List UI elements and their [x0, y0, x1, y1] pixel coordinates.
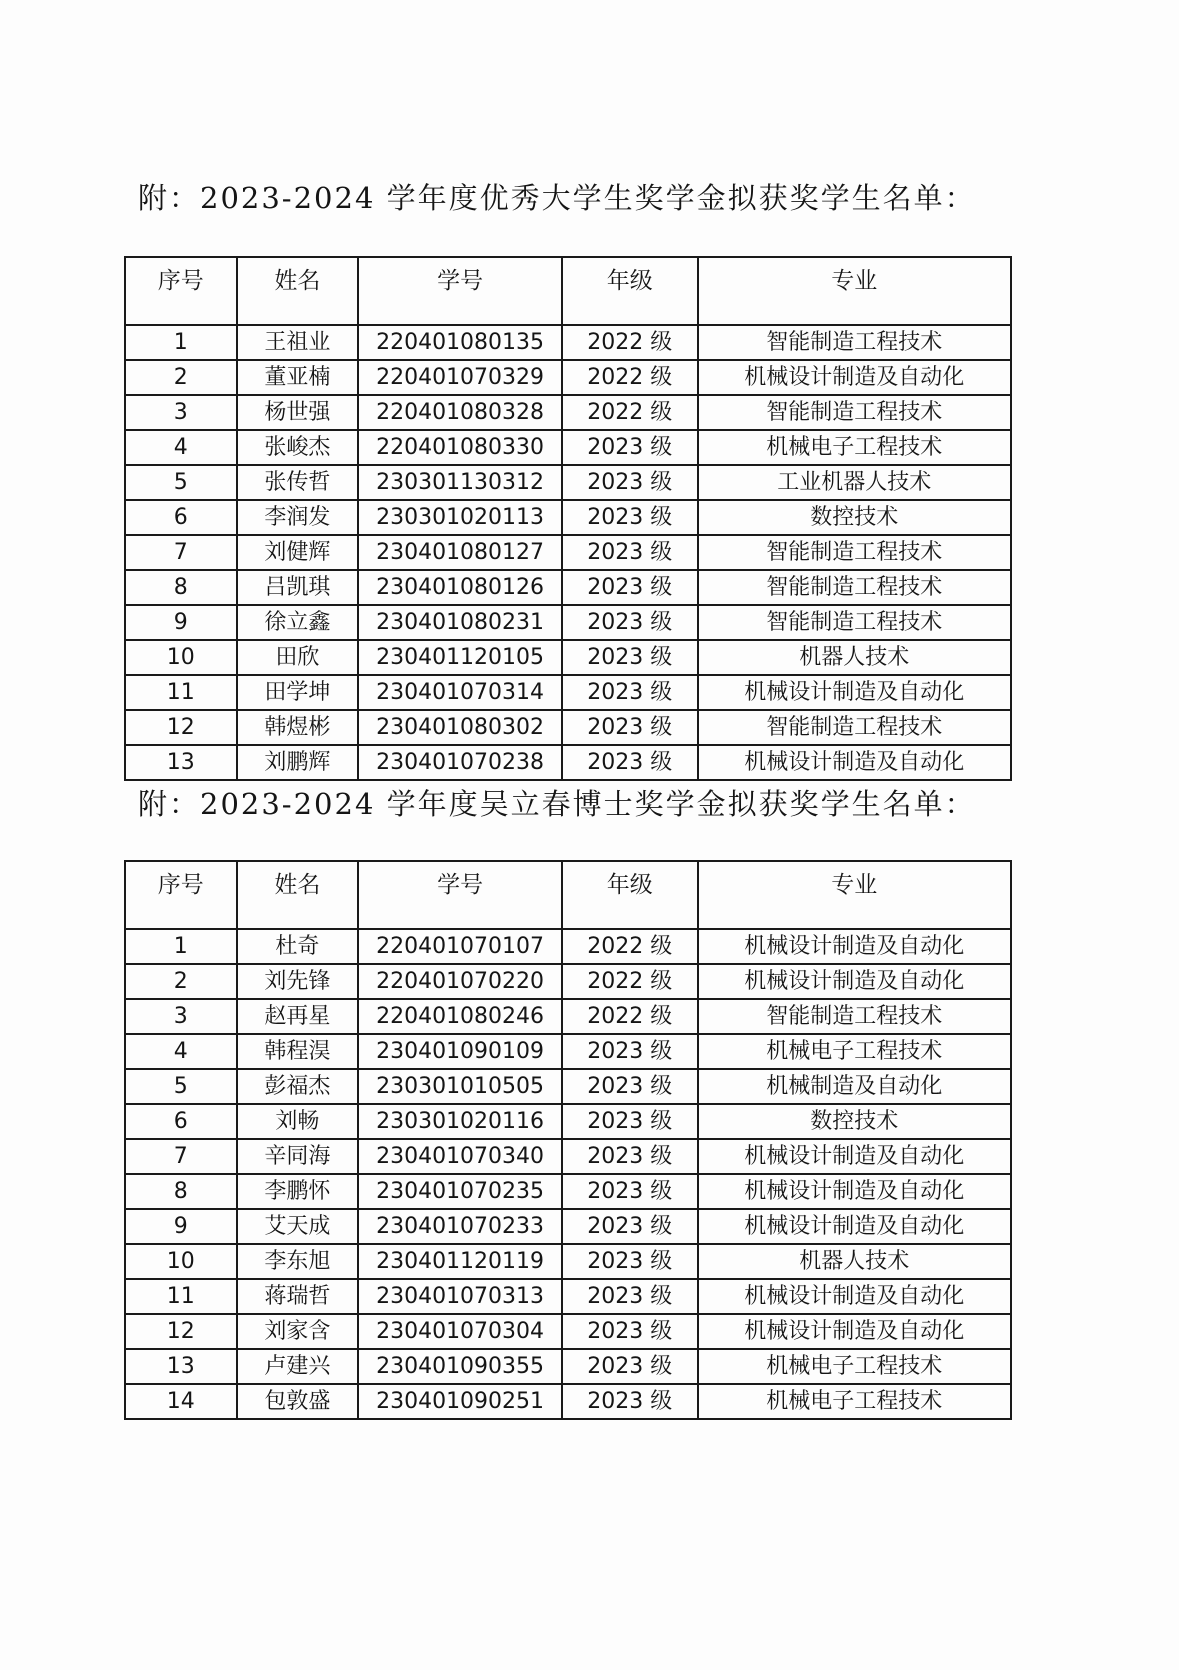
table-header-row — [125, 861, 1011, 929]
cell-student-id: 230401080127 — [358, 535, 562, 570]
cell-name: 杨世强 — [237, 395, 359, 430]
cell-student-id: 220401080330 — [358, 430, 562, 465]
cell-major: 机械电子工程技术 — [698, 430, 1011, 465]
cell-seq: 2 — [125, 360, 237, 395]
cell-major: 机械设计制造及自动化 — [698, 745, 1011, 780]
cell-grade: 2023 级 — [562, 1069, 698, 1104]
table-row — [125, 1209, 1011, 1244]
header-seq: 序号 — [125, 861, 237, 929]
table-row — [125, 1244, 1011, 1279]
cell-major: 数控技术 — [698, 1104, 1011, 1139]
cell-student-id: 230401090251 — [358, 1384, 562, 1419]
cell-seq: 1 — [125, 325, 237, 360]
cell-grade: 2023 级 — [562, 1384, 698, 1419]
cell-seq: 10 — [125, 1244, 237, 1279]
cell-grade: 2023 级 — [562, 1209, 698, 1244]
cell-grade: 2023 级 — [562, 1139, 698, 1174]
cell-major: 机械电子工程技术 — [698, 1384, 1011, 1419]
cell-name: 刘鹏辉 — [237, 745, 359, 780]
cell-major: 机械设计制造及自动化 — [698, 1139, 1011, 1174]
header-student-id: 学号 — [358, 257, 562, 325]
cell-seq: 4 — [125, 430, 237, 465]
table-row — [125, 1314, 1011, 1349]
cell-name: 董亚楠 — [237, 360, 359, 395]
cell-student-id: 230301010505 — [358, 1069, 562, 1104]
wu-lichun-scholarship-table — [124, 860, 1012, 1420]
cell-name: 卢建兴 — [237, 1349, 359, 1384]
header-grade: 年级 — [562, 257, 698, 325]
table-row — [125, 605, 1011, 640]
cell-student-id: 230401080231 — [358, 605, 562, 640]
cell-seq: 7 — [125, 1139, 237, 1174]
cell-seq: 10 — [125, 640, 237, 675]
cell-grade: 2022 级 — [562, 929, 698, 964]
cell-name: 刘健辉 — [237, 535, 359, 570]
cell-seq: 6 — [125, 500, 237, 535]
cell-student-id: 230301130312 — [358, 465, 562, 500]
cell-student-id: 230401090355 — [358, 1349, 562, 1384]
cell-name: 包敦盛 — [237, 1384, 359, 1419]
cell-major: 机械设计制造及自动化 — [698, 360, 1011, 395]
cell-student-id: 230401070314 — [358, 675, 562, 710]
table-row — [125, 430, 1011, 465]
cell-major: 机械设计制造及自动化 — [698, 1209, 1011, 1244]
cell-student-id: 230401080126 — [358, 570, 562, 605]
table-row — [125, 1384, 1011, 1419]
header-student-id: 学号 — [358, 861, 562, 929]
cell-grade: 2022 级 — [562, 964, 698, 999]
cell-name: 杜奇 — [237, 929, 359, 964]
cell-name: 李鹏怀 — [237, 1174, 359, 1209]
table-row — [125, 710, 1011, 745]
cell-grade: 2023 级 — [562, 605, 698, 640]
cell-grade: 2023 级 — [562, 465, 698, 500]
cell-grade: 2022 级 — [562, 360, 698, 395]
cell-grade: 2023 级 — [562, 500, 698, 535]
cell-major: 数控技术 — [698, 500, 1011, 535]
cell-name: 刘家含 — [237, 1314, 359, 1349]
excellent-scholarship-table — [124, 256, 1012, 781]
table-row — [125, 465, 1011, 500]
cell-grade: 2023 级 — [562, 535, 698, 570]
cell-student-id: 220401070329 — [358, 360, 562, 395]
cell-seq: 12 — [125, 1314, 237, 1349]
table-row — [125, 395, 1011, 430]
cell-seq: 7 — [125, 535, 237, 570]
cell-seq: 2 — [125, 964, 237, 999]
table-row — [125, 1139, 1011, 1174]
table-row — [125, 964, 1011, 999]
cell-name: 辛同海 — [237, 1139, 359, 1174]
table-row — [125, 929, 1011, 964]
table-row — [125, 640, 1011, 675]
header-name: 姓名 — [237, 257, 359, 325]
table-row — [125, 1104, 1011, 1139]
cell-student-id: 220401070220 — [358, 964, 562, 999]
cell-student-id: 230401070304 — [358, 1314, 562, 1349]
cell-major: 机械电子工程技术 — [698, 1349, 1011, 1384]
table-header-row — [125, 257, 1011, 325]
cell-grade: 2022 级 — [562, 395, 698, 430]
cell-student-id: 220401080135 — [358, 325, 562, 360]
cell-student-id: 230401070340 — [358, 1139, 562, 1174]
table-row — [125, 1069, 1011, 1104]
cell-student-id: 230401070313 — [358, 1279, 562, 1314]
table-row — [125, 1174, 1011, 1209]
cell-student-id: 230401070238 — [358, 745, 562, 780]
table-row — [125, 500, 1011, 535]
cell-seq: 3 — [125, 999, 237, 1034]
cell-seq: 9 — [125, 1209, 237, 1244]
cell-student-id: 230401090109 — [358, 1034, 562, 1069]
section-title-excellent-scholarship: 附：2023-2024 学年度优秀大学生奖学金拟获奖学生名单： — [138, 181, 976, 215]
cell-major: 智能制造工程技术 — [698, 325, 1011, 360]
cell-seq: 5 — [125, 1069, 237, 1104]
table-row — [125, 570, 1011, 605]
cell-name: 徐立鑫 — [237, 605, 359, 640]
cell-major: 机器人技术 — [698, 640, 1011, 675]
header-major: 专业 — [698, 257, 1011, 325]
cell-seq: 13 — [125, 745, 237, 780]
cell-grade: 2022 级 — [562, 999, 698, 1034]
header-name: 姓名 — [237, 861, 359, 929]
cell-seq: 12 — [125, 710, 237, 745]
cell-major: 智能制造工程技术 — [698, 535, 1011, 570]
cell-grade: 2023 级 — [562, 710, 698, 745]
cell-student-id: 230301020116 — [358, 1104, 562, 1139]
cell-student-id: 230401070233 — [358, 1209, 562, 1244]
cell-student-id: 220401080328 — [358, 395, 562, 430]
cell-name: 韩煜彬 — [237, 710, 359, 745]
cell-major: 智能制造工程技术 — [698, 999, 1011, 1034]
cell-name: 张峻杰 — [237, 430, 359, 465]
cell-name: 刘先锋 — [237, 964, 359, 999]
cell-major: 工业机器人技术 — [698, 465, 1011, 500]
cell-major: 智能制造工程技术 — [698, 395, 1011, 430]
cell-name: 艾天成 — [237, 1209, 359, 1244]
cell-major: 机械设计制造及自动化 — [698, 929, 1011, 964]
cell-major: 机械设计制造及自动化 — [698, 1314, 1011, 1349]
cell-grade: 2023 级 — [562, 1174, 698, 1209]
cell-major: 机械设计制造及自动化 — [698, 1279, 1011, 1314]
cell-grade: 2023 级 — [562, 640, 698, 675]
table-row — [125, 1279, 1011, 1314]
table-row — [125, 360, 1011, 395]
cell-name: 吕凯琪 — [237, 570, 359, 605]
cell-seq: 11 — [125, 1279, 237, 1314]
cell-name: 张传哲 — [237, 465, 359, 500]
cell-seq: 14 — [125, 1384, 237, 1419]
cell-grade: 2022 级 — [562, 325, 698, 360]
cell-name: 韩程淏 — [237, 1034, 359, 1069]
cell-major: 机械制造及自动化 — [698, 1069, 1011, 1104]
table-row — [125, 745, 1011, 780]
cell-major: 机械电子工程技术 — [698, 1034, 1011, 1069]
cell-seq: 11 — [125, 675, 237, 710]
cell-seq: 3 — [125, 395, 237, 430]
cell-seq: 5 — [125, 465, 237, 500]
cell-student-id: 230401120105 — [358, 640, 562, 675]
cell-grade: 2023 级 — [562, 1034, 698, 1069]
header-seq: 序号 — [125, 257, 237, 325]
cell-major: 智能制造工程技术 — [698, 605, 1011, 640]
table-row — [125, 1034, 1011, 1069]
cell-name: 田欣 — [237, 640, 359, 675]
header-major: 专业 — [698, 861, 1011, 929]
cell-seq: 4 — [125, 1034, 237, 1069]
cell-name: 蒋瑞哲 — [237, 1279, 359, 1314]
cell-student-id: 230401120119 — [358, 1244, 562, 1279]
cell-major: 机械设计制造及自动化 — [698, 1174, 1011, 1209]
cell-seq: 13 — [125, 1349, 237, 1384]
cell-seq: 6 — [125, 1104, 237, 1139]
cell-seq: 8 — [125, 570, 237, 605]
table-row — [125, 535, 1011, 570]
cell-major: 机械设计制造及自动化 — [698, 964, 1011, 999]
cell-grade: 2023 级 — [562, 430, 698, 465]
table-row — [125, 999, 1011, 1034]
cell-grade: 2023 级 — [562, 1104, 698, 1139]
cell-name: 彭福杰 — [237, 1069, 359, 1104]
cell-student-id: 230301020113 — [358, 500, 562, 535]
cell-grade: 2023 级 — [562, 570, 698, 605]
cell-grade: 2023 级 — [562, 745, 698, 780]
cell-name: 李东旭 — [237, 1244, 359, 1279]
cell-grade: 2023 级 — [562, 1279, 698, 1314]
cell-major: 机器人技术 — [698, 1244, 1011, 1279]
header-grade: 年级 — [562, 861, 698, 929]
cell-name: 刘畅 — [237, 1104, 359, 1139]
cell-student-id: 230401080302 — [358, 710, 562, 745]
cell-major: 智能制造工程技术 — [698, 570, 1011, 605]
cell-grade: 2023 级 — [562, 675, 698, 710]
table-row — [125, 675, 1011, 710]
cell-name: 赵再星 — [237, 999, 359, 1034]
cell-name: 田学坤 — [237, 675, 359, 710]
cell-major: 智能制造工程技术 — [698, 710, 1011, 745]
cell-grade: 2023 级 — [562, 1314, 698, 1349]
cell-seq: 1 — [125, 929, 237, 964]
cell-student-id: 220401070107 — [358, 929, 562, 964]
cell-student-id: 230401070235 — [358, 1174, 562, 1209]
cell-grade: 2023 级 — [562, 1349, 698, 1384]
table-row — [125, 325, 1011, 360]
cell-major: 机械设计制造及自动化 — [698, 675, 1011, 710]
cell-seq: 8 — [125, 1174, 237, 1209]
cell-name: 王祖业 — [237, 325, 359, 360]
section-title-wu-lichun-scholarship: 附：2023-2024 学年度吴立春博士奖学金拟获奖学生名单： — [138, 787, 976, 821]
cell-student-id: 220401080246 — [358, 999, 562, 1034]
table-row — [125, 1349, 1011, 1384]
cell-grade: 2023 级 — [562, 1244, 698, 1279]
cell-name: 李润发 — [237, 500, 359, 535]
cell-seq: 9 — [125, 605, 237, 640]
